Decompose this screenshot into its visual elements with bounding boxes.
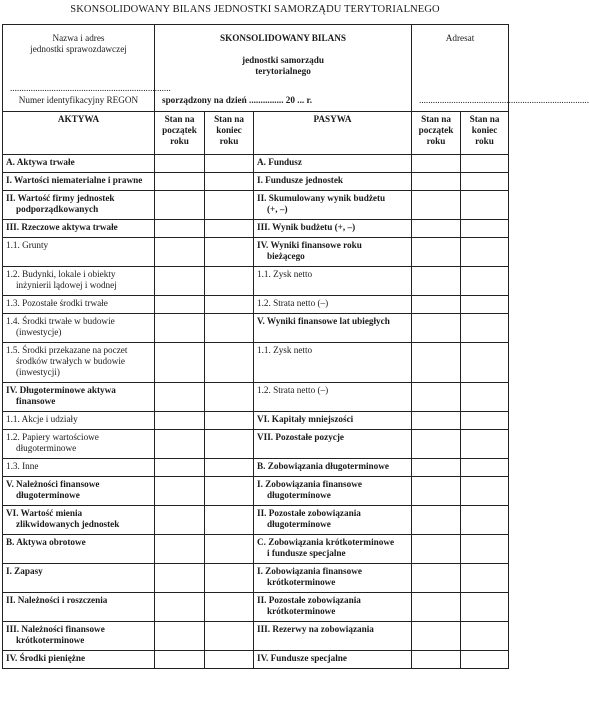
- asset-start-value[interactable]: [155, 477, 205, 506]
- liability-label-line: IV. Fundusze specjalne: [257, 653, 347, 663]
- asset-label-line: krótkoterminowe: [16, 635, 85, 645]
- asset-label-line: finansowe: [16, 396, 56, 406]
- col-start-l1: Stan na: [164, 114, 195, 124]
- balance-date-field[interactable]: sporządzony na dzień ............... 20 ... r.: [162, 95, 312, 105]
- asset-label-line: B. Aktywa obrotowe: [6, 537, 86, 547]
- asset-label-line: I. Wartości niematerialne i prawne: [6, 175, 143, 185]
- liability-label: [254, 506, 412, 535]
- liability-start-value[interactable]: [412, 651, 461, 669]
- asset-label-line: 1.1. Grunty: [6, 240, 49, 250]
- asset-end-value[interactable]: [205, 477, 254, 506]
- liability-label: [254, 267, 412, 296]
- liability-start-value[interactable]: [412, 564, 461, 593]
- asset-label-line: 1.4. Środki trwałe w budowie: [6, 316, 115, 326]
- liability-end-value[interactable]: [461, 506, 509, 535]
- asset-start-value[interactable]: [155, 383, 205, 412]
- asset-end-value[interactable]: [205, 191, 254, 220]
- liability-start-value[interactable]: [412, 477, 461, 506]
- table-row: [3, 296, 509, 314]
- regon-label: Numer identyfikacyjny REGON: [18, 95, 139, 105]
- liability-label: [254, 238, 412, 267]
- liability-label: [254, 459, 412, 477]
- liability-label: [254, 173, 412, 191]
- asset-end-value[interactable]: [205, 412, 254, 430]
- asset-label: [3, 622, 155, 651]
- liability-label-line: krótkoterminowe: [267, 606, 336, 616]
- asset-label-line: (inwestycje): [16, 327, 62, 337]
- asset-label-line: długoterminowe: [16, 490, 80, 500]
- liability-label-line: II. Pozostałe zobowiązania: [257, 595, 361, 605]
- table-row: [3, 314, 509, 343]
- table-row: [3, 412, 509, 430]
- page-title: SKONSOLIDOWANY BILANS JEDNOSTKI SAMORZĄDU TERYTORIALNEGO: [70, 4, 440, 15]
- asset-end-value[interactable]: [205, 430, 254, 459]
- asset-label-line: (inwestycji): [16, 367, 60, 377]
- asset-label-line: III. Rzeczowe aktywa trwałe: [6, 222, 118, 232]
- asset-start-value[interactable]: [155, 622, 205, 651]
- asset-label: [3, 412, 155, 430]
- liability-start-value[interactable]: [412, 535, 461, 564]
- liability-label-line: II. Skumulowany wynik budżetu: [257, 193, 386, 203]
- asset-label: [3, 593, 155, 622]
- asset-end-value[interactable]: [205, 459, 254, 477]
- asset-label-line: długoterminowe: [16, 443, 77, 453]
- asset-label: [3, 296, 155, 314]
- asset-end-value[interactable]: [205, 651, 254, 669]
- asset-label: [3, 564, 155, 593]
- asset-label: [3, 173, 155, 191]
- liability-label-line: i fundusze specjalne: [267, 548, 346, 558]
- liability-start-value[interactable]: [412, 343, 461, 383]
- col-aktywa-end: [205, 112, 254, 155]
- balance-subtitle-1: jednostki samorządu: [242, 55, 324, 65]
- asset-end-value[interactable]: [205, 296, 254, 314]
- asset-label: [3, 155, 155, 173]
- asset-start-value[interactable]: [155, 506, 205, 535]
- table-row: [3, 430, 509, 459]
- liability-label: [254, 191, 412, 220]
- liability-start-value[interactable]: [412, 383, 461, 412]
- asset-end-value[interactable]: [205, 343, 254, 383]
- asset-end-value[interactable]: [205, 506, 254, 535]
- asset-label-line: IV. Środki pieniężne: [6, 653, 86, 663]
- asset-label-line: 1.3. Inne: [6, 461, 39, 471]
- liability-label-line: III. Wynik budżetu (+, –): [257, 222, 356, 232]
- liability-label-line: I. Zobowiązania finansowe: [257, 566, 362, 576]
- table-row: [3, 191, 509, 220]
- entity-name-box[interactable]: [3, 25, 171, 112]
- asset-end-value[interactable]: [205, 564, 254, 593]
- liability-label: [254, 430, 412, 459]
- column-header-row: [3, 112, 509, 155]
- liability-start-value[interactable]: [412, 459, 461, 477]
- addressee-box[interactable]: [412, 25, 589, 112]
- table-row: [3, 155, 509, 173]
- asset-start-value[interactable]: [155, 296, 205, 314]
- liability-end-value[interactable]: [461, 267, 509, 296]
- liability-end-value[interactable]: [461, 155, 509, 173]
- col-aktywa: AKTYWA: [3, 112, 155, 155]
- table-row: [3, 651, 509, 669]
- liability-label-line: VI. Kapitały mniejszości: [257, 414, 354, 424]
- asset-label-line: 1.2. Papiery wartościowe: [6, 432, 99, 442]
- liability-label: [254, 412, 412, 430]
- table-row: [3, 477, 509, 506]
- liability-label-line: IV. Wyniki finansowe roku: [257, 240, 362, 250]
- liability-start-value[interactable]: [412, 220, 461, 238]
- liability-label-line: II. Pozostałe zobowiązania: [257, 508, 361, 518]
- liability-label: [254, 343, 412, 383]
- col-start-l2: początek: [162, 125, 197, 135]
- balance-rows: [3, 155, 509, 669]
- liability-end-value[interactable]: [461, 651, 509, 669]
- table-row: [3, 383, 509, 412]
- col-end-l2: koniec: [216, 125, 242, 135]
- balance-subtitle-2: terytorialnego: [255, 66, 311, 76]
- liability-end-value[interactable]: [461, 238, 509, 267]
- asset-end-value[interactable]: [205, 622, 254, 651]
- asset-end-value[interactable]: [205, 238, 254, 267]
- liability-label: [254, 296, 412, 314]
- table-row: [3, 564, 509, 593]
- liability-label-line: C. Zobowiązania krótkoterminowe: [257, 537, 395, 547]
- liability-label: [254, 651, 412, 669]
- asset-end-value[interactable]: [205, 535, 254, 564]
- asset-label: [3, 191, 155, 220]
- asset-label-line: I. Zapasy: [6, 566, 43, 576]
- asset-label: [3, 535, 155, 564]
- liability-label-line: bieżącego: [267, 251, 305, 261]
- liability-label-line: 1.1. Zysk netto: [257, 269, 313, 279]
- asset-label: [3, 651, 155, 669]
- asset-end-value[interactable]: [205, 593, 254, 622]
- liability-start-value[interactable]: [412, 296, 461, 314]
- liability-label: [254, 383, 412, 412]
- asset-label: [3, 459, 155, 477]
- asset-start-value[interactable]: [155, 343, 205, 383]
- asset-label: [3, 383, 155, 412]
- asset-label-line: inżynierii lądowej i wodnej: [16, 280, 117, 290]
- liability-label: [254, 535, 412, 564]
- liability-label: [254, 477, 412, 506]
- asset-label: [3, 220, 155, 238]
- asset-end-value[interactable]: [205, 173, 254, 191]
- table-row: [3, 593, 509, 622]
- asset-end-value[interactable]: [205, 267, 254, 296]
- liability-start-value[interactable]: [412, 412, 461, 430]
- col-pasywa: PASYWA: [254, 112, 412, 155]
- liability-label: [254, 593, 412, 622]
- liability-end-value[interactable]: [461, 412, 509, 430]
- liability-end-value[interactable]: [461, 220, 509, 238]
- liability-label: [254, 155, 412, 173]
- col-end-l1: Stan na: [214, 114, 244, 124]
- liability-label-line: 1.1. Zysk netto: [257, 345, 313, 355]
- liability-start-value[interactable]: [412, 267, 461, 296]
- liability-label-line: (+, –): [267, 204, 288, 214]
- asset-start-value[interactable]: [155, 314, 205, 343]
- liability-start-value[interactable]: [412, 593, 461, 622]
- addressee-label: Adresat: [445, 33, 475, 43]
- asset-label: [3, 477, 155, 506]
- entity-dots: ......................................................................: [10, 83, 171, 93]
- liability-end-value[interactable]: [461, 459, 509, 477]
- asset-label-line: 1.1. Akcje i udziały: [6, 414, 78, 424]
- addressee-dots: ..........................................................................: [419, 95, 589, 105]
- liability-label: [254, 564, 412, 593]
- liability-end-value[interactable]: [461, 477, 509, 506]
- header-row: [3, 25, 509, 112]
- asset-label-line: V. Należności finansowe: [6, 479, 100, 489]
- balance-title: SKONSOLIDOWANY BILANS: [219, 33, 347, 43]
- liability-start-value[interactable]: [412, 314, 461, 343]
- liability-start-value[interactable]: [412, 155, 461, 173]
- table-row: [3, 506, 509, 535]
- liability-end-value[interactable]: [461, 314, 509, 343]
- asset-label-line: 1.5. Środki przekazane na poczet: [6, 345, 128, 355]
- liability-end-value[interactable]: [461, 430, 509, 459]
- asset-end-value[interactable]: [205, 314, 254, 343]
- liability-label-line: A. Fundusz: [257, 157, 302, 167]
- asset-label-line: IV. Długoterminowe aktywa: [6, 385, 116, 395]
- liability-start-value[interactable]: [412, 430, 461, 459]
- col-end-l3: roku: [219, 136, 239, 146]
- table-row: [3, 267, 509, 296]
- entity-name-label: Nazwa i adres: [52, 33, 105, 43]
- col-end-l3: roku: [475, 136, 494, 146]
- liability-label-line: VII. Pozostałe pozycje: [257, 432, 345, 442]
- col-aktywa-start: [155, 112, 205, 155]
- liability-label-line: długoterminowe: [267, 490, 331, 500]
- table-row: [3, 238, 509, 267]
- liability-end-value[interactable]: [461, 173, 509, 191]
- asset-label: [3, 314, 155, 343]
- asset-start-value[interactable]: [155, 564, 205, 593]
- col-pasywa-end: [461, 112, 509, 155]
- table-row: [3, 343, 509, 383]
- asset-label: [3, 430, 155, 459]
- col-start-l3: roku: [170, 136, 189, 146]
- asset-start-value[interactable]: [155, 267, 205, 296]
- col-start-l2: początek: [418, 125, 454, 135]
- liability-end-value[interactable]: [461, 383, 509, 412]
- asset-end-value[interactable]: [205, 383, 254, 412]
- asset-end-value[interactable]: [205, 155, 254, 173]
- liability-start-value[interactable]: [412, 191, 461, 220]
- col-pasywa-start: [412, 112, 461, 155]
- asset-label-line: podporządkowanych: [16, 204, 99, 214]
- asset-start-value[interactable]: [155, 651, 205, 669]
- liability-end-value[interactable]: [461, 343, 509, 383]
- asset-start-value[interactable]: [155, 238, 205, 267]
- liability-start-value[interactable]: [412, 238, 461, 267]
- asset-label-line: III. Należności finansowe: [6, 624, 105, 634]
- col-end-l1: Stan na: [469, 114, 500, 124]
- table-row: [3, 535, 509, 564]
- liability-label: [254, 220, 412, 238]
- liability-start-value[interactable]: [412, 506, 461, 535]
- liability-end-value[interactable]: [461, 191, 509, 220]
- asset-label-line: zlikwidowanych jednostek: [16, 519, 120, 529]
- asset-label-line: VI. Wartość mienia: [6, 508, 83, 518]
- asset-start-value[interactable]: [155, 430, 205, 459]
- liability-label-line: B. Zobowiązania długoterminowe: [257, 461, 389, 471]
- asset-start-value[interactable]: [155, 191, 205, 220]
- asset-label-line: 1.2. Budynki, lokale i obiekty: [6, 269, 116, 279]
- asset-start-value[interactable]: [155, 412, 205, 430]
- balance-title-box: [155, 25, 412, 112]
- col-start-l3: roku: [426, 136, 446, 146]
- liability-label-line: V. Wyniki finansowe lat ubiegłych: [257, 316, 390, 326]
- asset-start-value[interactable]: [155, 155, 205, 173]
- liability-label-line: III. Rezerwy na zobowiązania: [257, 624, 374, 634]
- col-end-l2: koniec: [471, 125, 498, 135]
- asset-start-value[interactable]: [155, 593, 205, 622]
- asset-label-line: II. Należności i roszczenia: [6, 595, 108, 605]
- liability-label-line: I. Fundusze jednostek: [257, 175, 344, 185]
- liability-end-value[interactable]: [461, 593, 509, 622]
- liability-label-line: I. Zobowiązania finansowe: [257, 479, 362, 489]
- liability-start-value[interactable]: [412, 622, 461, 651]
- asset-label: [3, 267, 155, 296]
- balance-sheet-table: [2, 24, 589, 669]
- col-start-l1: Stan na: [421, 114, 451, 124]
- liability-label-line: 1.2. Strata netto (–): [257, 298, 329, 308]
- asset-label: [3, 343, 155, 383]
- liability-start-value[interactable]: [412, 173, 461, 191]
- asset-start-value[interactable]: [155, 173, 205, 191]
- liability-label-line: 1.2. Strata netto (–): [257, 385, 329, 395]
- asset-label-line: II. Wartość firmy jednostek: [6, 193, 115, 203]
- liability-label-line: długoterminowe: [267, 519, 331, 529]
- liability-end-value[interactable]: [461, 622, 509, 651]
- table-row: [3, 459, 509, 477]
- asset-label: [3, 238, 155, 267]
- asset-label-line: 1.3. Pozostałe środki trwałe: [6, 298, 108, 308]
- asset-start-value[interactable]: [155, 220, 205, 238]
- asset-start-value[interactable]: [155, 535, 205, 564]
- liability-end-value[interactable]: [461, 564, 509, 593]
- entity-name-label-2: jednostki sprawozdawczej: [30, 44, 127, 54]
- asset-start-value[interactable]: [155, 459, 205, 477]
- table-row: [3, 622, 509, 651]
- asset-label: [3, 506, 155, 535]
- table-row: [3, 220, 509, 238]
- asset-end-value[interactable]: [205, 220, 254, 238]
- liability-end-value[interactable]: [461, 296, 509, 314]
- liability-label: [254, 622, 412, 651]
- asset-label-line: środków trwałych w budowie: [16, 356, 125, 366]
- liability-label: [254, 314, 412, 343]
- liability-label-line: krótkoterminowe: [267, 577, 336, 587]
- table-row: [3, 173, 509, 191]
- liability-end-value[interactable]: [461, 535, 509, 564]
- asset-label-line: A. Aktywa trwałe: [6, 157, 75, 167]
